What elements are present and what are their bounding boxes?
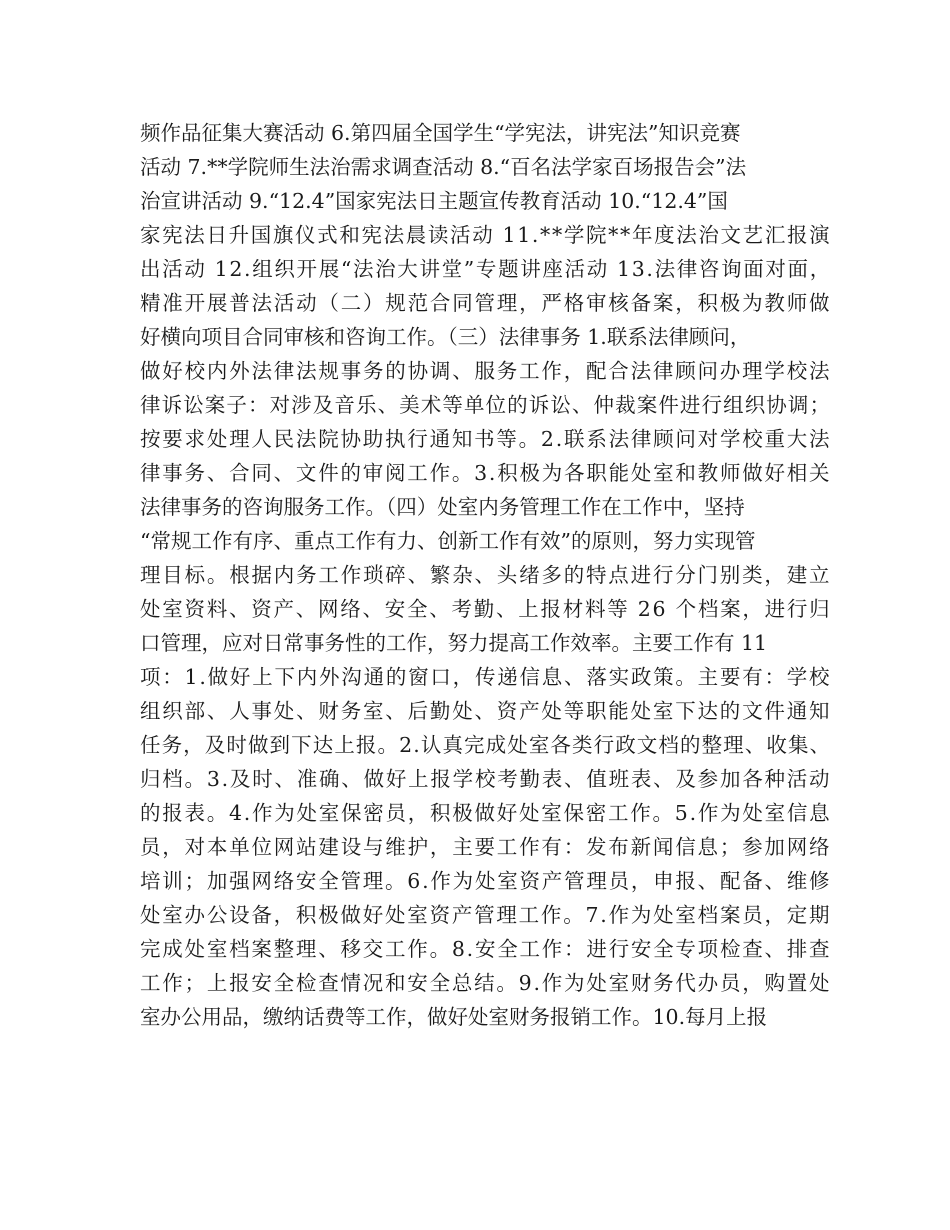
text-line: 组织部、人事处、财务室、后勤处、资产处等职能处室下达的文件通知 xyxy=(140,699,832,723)
text-line: 按要求处理人民法院协助执行通知书等。2.联系法律顾问对学校重大法 xyxy=(140,427,832,451)
text-line: 完成处室档案整理、移交工作。8.安全工作：进行安全专项检查、排查 xyxy=(140,937,832,961)
text-line: 精准开展普法活动（二）规范合同管理，严格审核备案，积极为教师做 xyxy=(140,291,832,315)
text-line: 家宪法日升国旗仪式和宪法晨读活动 11.**学院**年度法治文艺汇报演 xyxy=(140,223,832,247)
text-line: 治宣讲活动 9.“12.4”国家宪法日主题宣传教育活动 10.“12.4”国 xyxy=(140,189,728,213)
text-line: 室办公用品，缴纳话费等工作，做好处室财务报销工作。10.每月上报 xyxy=(140,1005,768,1029)
text-line: 的报表。4.作为处室保密员，积极做好处室保密工作。5.作为处室信息 xyxy=(140,801,832,825)
text-line: 任务，及时做到下达上报。2.认真完成处室各类行政文档的整理、收集、 xyxy=(140,733,832,757)
text-line: 律事务、合同、文件的审阅工作。3.积极为各职能处室和教师做好相关 xyxy=(140,461,832,485)
text-line: 出活动 12.组织开展“法治大讲堂”专题讲座活动 13.法律咨询面对面， xyxy=(140,257,832,281)
text-line: 好横向项目合同审核和咨询工作。（三）法律事务 1.联系法律顾问， xyxy=(140,325,751,349)
text-line: 理目标。根据内务工作琐碎、繁杂、头绪多的特点进行分门别类，建立 xyxy=(140,563,832,587)
text-line: 项：1.做好上下内外沟通的窗口，传递信息、落实政策。主要有：学校 xyxy=(140,665,832,689)
text-line: 培训；加强网络安全管理。6.作为处室资产管理员，申报、配备、维修 xyxy=(140,869,832,893)
body-paragraph xyxy=(140,116,830,1034)
text-line: 员，对本单位网站建设与维护，主要工作有：发布新闻信息；参加网络 xyxy=(140,835,832,859)
text-line: 活动 7.**学院师生法治需求调查活动 8.“百名法学家百场报告会”法 xyxy=(140,155,747,179)
text-line: 口管理，应对日常事务性的工作，努力提高工作效率。主要工作有 11 xyxy=(140,631,768,655)
text-line: 法律事务的咨询服务工作。（四）处室内务管理工作在工作中，坚持 xyxy=(140,495,745,519)
text-line: 律诉讼案子：对涉及音乐、美术等单位的诉讼、仲裁案件进行组织协调； xyxy=(140,393,832,417)
text-line: 工作；上报安全检查情况和安全总结。9.作为处室财务代办员，购置处 xyxy=(140,971,832,995)
text-line: 归档。3.及时、准确、做好上报学校考勤表、值班表、及参加各种活动 xyxy=(140,767,832,791)
text-line: 频作品征集大赛活动 6.第四届全国学生“学宪法，讲宪法”知识竞赛 xyxy=(140,121,741,145)
text-line: 做好校内外法律法规事务的协调、服务工作，配合法律顾问办理学校法 xyxy=(140,359,832,383)
text-line: 处室资料、资产、网络、安全、考勤、上报材料等 26 个档案，进行归 xyxy=(140,597,832,621)
text-line: 处室办公设备，积极做好处室资产管理工作。7.作为处室档案员，定期 xyxy=(140,903,832,927)
text-line: “常规工作有序、重点工作有力、创新工作有效”的原则，努力实现管 xyxy=(140,529,756,553)
